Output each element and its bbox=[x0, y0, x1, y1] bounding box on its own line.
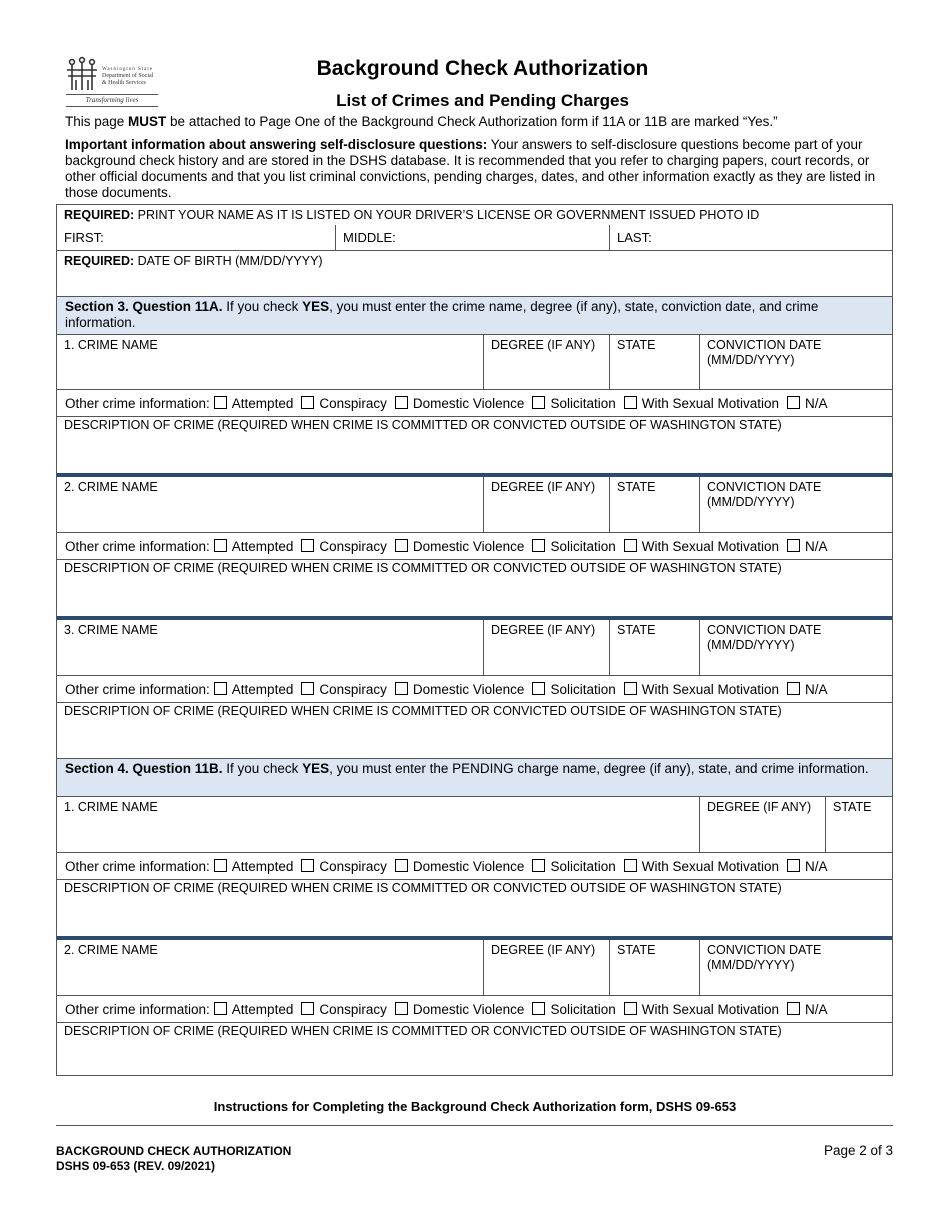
s3-crime-3-description[interactable]: DESCRIPTION OF CRIME (REQUIRED WHEN CRIME IS COMMITTED OR CONVICTED OUTSIDE OF WASHINGTON STATE) bbox=[57, 703, 892, 759]
s3-crime-2-conviction-date[interactable]: CONVICTION DATE (MM/DD/YYYY) bbox=[699, 477, 892, 532]
s4-crime-2-name[interactable]: 2. CRIME NAME bbox=[64, 943, 158, 957]
checkbox-na[interactable] bbox=[787, 682, 800, 695]
footer-form-info: BACKGROUND CHECK AUTHORIZATION DSHS 09-653 (REV. 09/2021) bbox=[56, 1144, 292, 1173]
logo-tagline: Transforming lives bbox=[85, 96, 139, 104]
footer-divider bbox=[56, 1125, 893, 1126]
important-info: Important information about answering self-disclosure questions: Your answers to self-disclosure questions become part of your background check history and are stored in the DSHS database. It is recommended that you refer to charging papers, court records, or other official documents and that you list criminal convictions, pending charges, dates, and other information exactly as they are listed in those documents. bbox=[65, 137, 876, 200]
checkbox-solicitation[interactable] bbox=[532, 682, 545, 695]
s4-crime-1-other-info: Other crime information: Attempted Conspiracy Domestic Violence Solicitation With Sexual Motivation N/A bbox=[57, 853, 892, 880]
s3-crime-1-degree[interactable]: DEGREE (IF ANY) bbox=[483, 335, 609, 389]
page-title: Background Check Authorization bbox=[316, 57, 649, 80]
checkbox-attempted[interactable] bbox=[214, 1002, 227, 1015]
checkbox-conspiracy[interactable] bbox=[301, 682, 314, 695]
background-check-form bbox=[56, 204, 893, 1076]
s3-crime-3-state[interactable]: STATE bbox=[609, 620, 699, 675]
checkbox-conspiracy[interactable] bbox=[301, 396, 314, 409]
s3-crime-2-other-info: Other crime information: Attempted Conspiracy Domestic Violence Solicitation With Sexual Motivation N/A bbox=[57, 533, 892, 560]
logo-org-text: Washington State Department of Social & Health Services bbox=[102, 67, 154, 86]
s3-crime-2-description[interactable]: DESCRIPTION OF CRIME (REQUIRED WHEN CRIME IS COMMITTED OR CONVICTED OUTSIDE OF WASHINGTON STATE) bbox=[64, 561, 782, 575]
s3-crime-2-state[interactable]: STATE bbox=[609, 477, 699, 532]
checkbox-conspiracy[interactable] bbox=[301, 539, 314, 552]
checkbox-domestic-violence[interactable] bbox=[395, 396, 408, 409]
attach-note: This page MUST be attached to Page One of the Background Check Authorization form if 11A or 11B are marked “Yes.” bbox=[65, 114, 778, 129]
checkbox-domestic-violence[interactable] bbox=[395, 682, 408, 695]
s3-crime-3-row bbox=[57, 616, 892, 676]
middle-name-field[interactable]: MIDDLE: bbox=[335, 225, 609, 250]
s3-crime-1-row bbox=[57, 335, 892, 390]
s4-crime-2-conviction-date[interactable]: CONVICTION DATE (MM/DD/YYYY) bbox=[699, 940, 892, 995]
checkbox-attempted[interactable] bbox=[214, 682, 227, 695]
s3-crime-1-state[interactable]: STATE bbox=[609, 335, 699, 389]
checkbox-attempted[interactable] bbox=[214, 859, 227, 872]
s3-crime-2-name[interactable]: 2. CRIME NAME bbox=[64, 480, 158, 494]
last-name-field[interactable]: LAST: bbox=[609, 225, 892, 250]
s3-crime-1-name[interactable]: 1. CRIME NAME bbox=[64, 338, 158, 352]
s3-crime-1-conviction-date[interactable]: CONVICTION DATE (MM/DD/YYYY) bbox=[699, 335, 892, 389]
checkbox-na[interactable] bbox=[787, 539, 800, 552]
first-name-field[interactable]: FIRST: bbox=[64, 230, 104, 245]
s4-crime-2-description[interactable]: DESCRIPTION OF CRIME (REQUIRED WHEN CRIME IS COMMITTED OR CONVICTED OUTSIDE OF WASHINGTON STATE) bbox=[64, 1024, 782, 1038]
s4-crime-2-other-info: Other crime information: Attempted Conspiracy Domestic Violence Solicitation With Sexual Motivation N/A bbox=[57, 996, 892, 1023]
s3-crime-2-degree[interactable]: DEGREE (IF ANY) bbox=[483, 477, 609, 532]
checkbox-solicitation[interactable] bbox=[532, 539, 545, 552]
s4-crime-2-degree[interactable]: DEGREE (IF ANY) bbox=[483, 940, 609, 995]
s4-crime-1-row bbox=[57, 797, 892, 853]
checkbox-sexual-motivation[interactable] bbox=[624, 859, 637, 872]
instructions-link[interactable]: Instructions for Completing the Background Check Authorization form, DSHS 09-653 bbox=[213, 1099, 737, 1114]
name-instruction: REQUIRED: PRINT YOUR NAME AS IT IS LISTED ON YOUR DRIVER’S LICENSE OR GOVERNMENT ISSUED PHOTO ID bbox=[64, 208, 760, 222]
checkbox-na[interactable] bbox=[787, 1002, 800, 1015]
page-subtitle: List of Crimes and Pending Charges bbox=[336, 91, 629, 110]
section-3-header: Section 3. Question 11A. If you check YES, you must enter the crime name, degree (if any), state, conviction date, and crime information. bbox=[57, 297, 892, 335]
s3-crime-3-other-info: Other crime information: Attempted Conspiracy Domestic Violence Solicitation With Sexual Motivation N/A bbox=[57, 676, 892, 703]
checkbox-solicitation[interactable] bbox=[532, 859, 545, 872]
s4-crime-2-row bbox=[57, 936, 892, 996]
checkbox-conspiracy[interactable] bbox=[301, 859, 314, 872]
checkbox-domestic-violence[interactable] bbox=[395, 859, 408, 872]
checkbox-sexual-motivation[interactable] bbox=[624, 539, 637, 552]
checkbox-domestic-violence[interactable] bbox=[395, 1002, 408, 1015]
s3-crime-3-degree[interactable]: DEGREE (IF ANY) bbox=[483, 620, 609, 675]
checkbox-sexual-motivation[interactable] bbox=[624, 682, 637, 695]
s4-crime-1-state[interactable]: STATE bbox=[825, 797, 892, 852]
page-number: Page 2 of 3 bbox=[823, 1143, 893, 1158]
s3-crime-1-description[interactable]: DESCRIPTION OF CRIME (REQUIRED WHEN CRIME IS COMMITTED OR CONVICTED OUTSIDE OF WASHINGTON STATE) bbox=[64, 418, 782, 432]
s4-crime-2-state[interactable]: STATE bbox=[609, 940, 699, 995]
checkbox-sexual-motivation[interactable] bbox=[624, 1002, 637, 1015]
checkbox-conspiracy[interactable] bbox=[301, 1002, 314, 1015]
s3-crime-3-conviction-date[interactable]: CONVICTION DATE (MM/DD/YYYY) bbox=[699, 620, 892, 675]
checkbox-na[interactable] bbox=[787, 859, 800, 872]
s3-crime-2-row bbox=[57, 473, 892, 533]
checkbox-solicitation[interactable] bbox=[532, 1002, 545, 1015]
checkbox-na[interactable] bbox=[787, 396, 800, 409]
dob-field[interactable]: REQUIRED: DATE OF BIRTH (MM/DD/YYYY) bbox=[57, 251, 892, 297]
s3-crime-3-name[interactable]: 3. CRIME NAME bbox=[64, 623, 158, 637]
s4-crime-1-description[interactable]: DESCRIPTION OF CRIME (REQUIRED WHEN CRIME IS COMMITTED OR CONVICTED OUTSIDE OF WASHINGTON STATE) bbox=[64, 881, 782, 895]
s4-crime-1-name[interactable]: 1. CRIME NAME bbox=[64, 800, 158, 814]
s3-crime-1-other-info: Other crime information: Attempted Conspiracy Domestic Violence Solicitation With Sexual Motivation N/A bbox=[57, 390, 892, 417]
name-row bbox=[57, 205, 892, 251]
checkbox-attempted[interactable] bbox=[214, 539, 227, 552]
checkbox-domestic-violence[interactable] bbox=[395, 539, 408, 552]
checkbox-sexual-motivation[interactable] bbox=[624, 396, 637, 409]
s4-crime-1-degree[interactable]: DEGREE (IF ANY) bbox=[699, 797, 825, 852]
checkbox-solicitation[interactable] bbox=[532, 396, 545, 409]
section-4-header: Section 4. Question 11B. If you check YES, you must enter the PENDING charge name, degree (if any), state, and crime information. bbox=[57, 759, 892, 797]
checkbox-attempted[interactable] bbox=[214, 396, 227, 409]
